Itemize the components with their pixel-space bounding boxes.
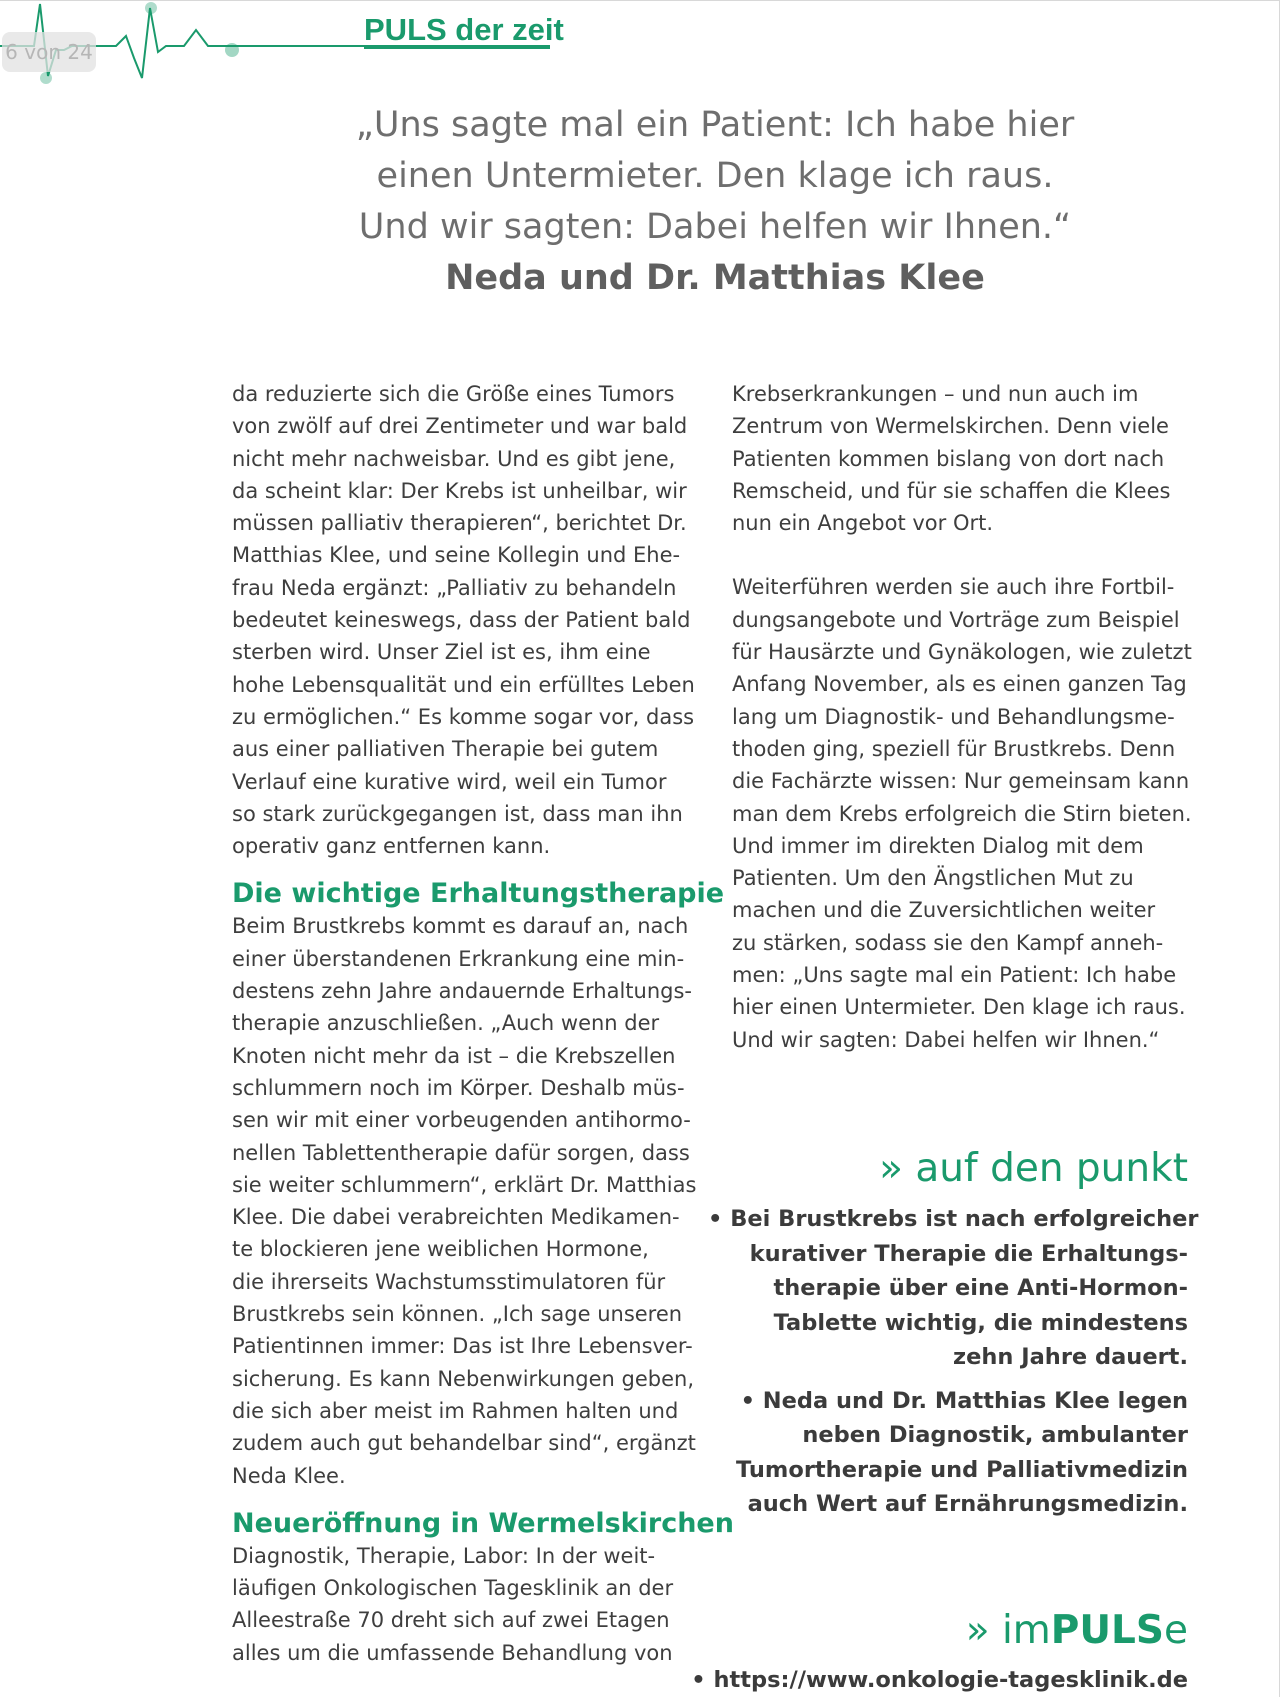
text-line: Remscheid, und für sie schaffen die Klees <box>732 478 1171 503</box>
text-line: nicht mehr nachweisbar. Und es gibt jene, <box>232 446 676 471</box>
text-line: hier einen Untermieter. Den klage ich raus. <box>732 995 1186 1020</box>
pull-quote-line: „Uns sagte mal ein Patient: Ich habe hier <box>355 105 1075 145</box>
bullet-line: neben Diagnostik, ambulanter <box>802 1422 1188 1448</box>
text-line: Patienten kommen bislang von dort nach <box>732 446 1165 471</box>
text-line: müssen palliativ therapieren“, berichtet Dr. <box>232 511 687 536</box>
section-heading-neueroeffnung: Neueröffnung in Wermelskirchen <box>232 1507 734 1539</box>
paragraph-wermelskirchen <box>732 378 1212 539</box>
text-line: von zwölf auf drei Zentimeter und war bald <box>232 414 688 439</box>
text-line: aus einer palliativen Therapie bei gutem <box>232 737 659 762</box>
text-line: zu stärken, sodass sie den Kampf anneh- <box>732 930 1164 955</box>
paragraph-erhaltungstherapie <box>232 910 712 1491</box>
text-line: sen wir mit einer vorbeugenden antihormo- <box>232 1108 691 1133</box>
text-line: Diagnostik, Therapie, Labor: In der weit- <box>232 1543 656 1568</box>
auf-den-punkt-list <box>708 1202 1199 1531</box>
bullet-line: Tumortherapie und Palliativmedizin <box>736 1456 1188 1483</box>
pull-quote-attribution: Neda und Dr. Matthias Klee <box>445 258 985 298</box>
bullet-line: • Bei Brustkrebs ist nach erfolgreicher <box>708 1206 1199 1232</box>
text-line: da scheint klar: Der Krebs ist unheilbar, wir <box>232 478 687 503</box>
paragraph-neueroeffnung <box>232 1540 712 1669</box>
bullet-line: • Neda und Dr. Matthias Klee legen <box>740 1387 1188 1414</box>
pull-quote-line: Und wir sagten: Dabei helfen wir Ihnen.“ <box>358 207 1072 247</box>
text-line: destens zehn Jahre andauernde Erhaltungs- <box>232 979 693 1004</box>
text-line: sie weiter schlummern“, erklärt Dr. Matthias <box>232 1172 697 1197</box>
text-line: hohe Lebensqualität und ein erfülltes Leben <box>232 672 695 697</box>
text-line: dungsangebote und Vorträge zum Beispiel <box>732 607 1180 632</box>
text-line: te blockieren jene weiblichen Hormone, <box>232 1237 649 1262</box>
text-line: thoden ging, speziell für Brustkrebs. Denn <box>732 736 1176 761</box>
text-line: Brustkrebs sein können. „Ich sage unseren <box>232 1302 683 1327</box>
summary-bullet-item <box>708 1202 1199 1375</box>
text-line: nellen Tablettentherapie dafür sorgen, dass <box>232 1140 690 1165</box>
impulse-strong: PULS <box>1050 1608 1164 1653</box>
text-line: die ihrerseits Wachstumsstimulatoren für <box>232 1269 666 1294</box>
left-text-column <box>232 378 734 1669</box>
text-line: Verlauf eine kurative wird, weil ein Tumor <box>232 769 667 794</box>
website-link[interactable]: • https://www.onkologie-tagesklinik.de <box>691 1667 1188 1693</box>
pull-quote-line: einen Untermieter. Den klage ich raus. <box>376 156 1054 196</box>
bullet-line: kurativer Therapie die Erhaltungs- <box>749 1240 1188 1267</box>
text-line: sicherung. Es kann Nebenwirkungen geben, <box>232 1366 695 1391</box>
text-line: bedeutet keineswegs, dass der Patient bald <box>232 608 691 633</box>
text-line: da reduzierte sich die Größe eines Tumors <box>232 382 675 406</box>
bullet-line: zehn Jahre dauert. <box>953 1344 1188 1370</box>
text-line: so stark zurückgegangen ist, dass man ihn <box>232 801 683 826</box>
text-line: Neda Klee. <box>232 1463 346 1488</box>
text-line: nun ein Angebot vor Ort. <box>732 511 994 536</box>
right-text-column <box>732 378 1212 1056</box>
paragraph-spacer <box>732 539 1212 571</box>
text-line: läufigen Onkologischen Tagesklinik an der <box>232 1576 674 1601</box>
text-line: Und wir sagten: Dabei helfen wir Ihnen.“ <box>732 1027 1160 1052</box>
text-line: zudem auch gut behandelbar sind“, ergänzt <box>232 1431 696 1456</box>
page-counter[interactable]: 6 von 24 <box>2 32 96 72</box>
text-line: Und immer im direkten Dialog mit dem <box>732 833 1144 858</box>
text-line: Patienten. Um den Ängstlichen Mut zu <box>732 866 1134 891</box>
text-line: Weiterführen werden sie auch ihre Fortbil- <box>732 575 1175 600</box>
text-line: schlummern noch im Körper. Deshalb müs- <box>232 1075 685 1100</box>
impulse-prefix: » im <box>965 1608 1051 1653</box>
text-line: frau Neda ergänzt: „Palliativ zu behandeln <box>232 575 677 600</box>
text-line: Anfang November, als es einen ganzen Tag <box>732 672 1187 697</box>
text-line: die Fachärzte wissen: Nur gemeinsam kann <box>732 769 1190 794</box>
text-line: einer überstandenen Erkrankung eine min- <box>232 946 685 971</box>
bullet-line: Tablette wichtig, die mindestens <box>773 1309 1188 1336</box>
magazine-section-title: PULS der zeit <box>364 12 564 47</box>
text-line: alles um die umfassende Behandlung von <box>232 1640 673 1665</box>
text-line: Beim Brustkrebs kommt es darauf an, nach <box>232 914 689 939</box>
text-line: die sich aber meist im Rahmen halten und <box>232 1398 679 1423</box>
text-line: Zentrum von Wermelskirchen. Denn viele <box>732 414 1169 439</box>
bullet-line: auch Wert auf Ernährungsmedizin. <box>747 1491 1188 1517</box>
text-line: therapie anzuschließen. „Auch wenn der <box>232 1011 660 1036</box>
paragraph-fortbildung <box>732 571 1212 1055</box>
text-line: zu ermöglichen.“ Es komme sogar vor, dass <box>232 704 695 729</box>
text-line: Matthias Klee, und seine Kollegin und Ehe- <box>232 543 681 568</box>
pull-quote <box>300 100 1130 304</box>
paragraph-intro <box>232 378 712 862</box>
bullet-line: therapie über eine Anti-Hormon- <box>773 1275 1188 1301</box>
text-line: machen und die Zuversichtlichen weiter <box>732 898 1156 923</box>
impulse-suffix: e <box>1164 1608 1188 1653</box>
text-line: Krebserkrankungen – und nun auch im <box>732 382 1139 406</box>
text-line: sterben wird. Unser Ziel ist es, ihm eine <box>232 640 651 665</box>
text-line: man dem Krebs erfolgreich die Stirn bieten. <box>732 801 1192 826</box>
impulse-heading <box>966 1608 1188 1653</box>
text-line: Patientinnen immer: Das ist Ihre Lebensver- <box>232 1334 693 1359</box>
summary-bullet-item <box>708 1384 1188 1522</box>
text-line: Klee. Die dabei verabreichten Medikamen- <box>232 1205 680 1230</box>
text-line: operativ ganz entfernen kann. <box>232 834 551 859</box>
auf-den-punkt-heading: » auf den punkt <box>879 1146 1188 1191</box>
section-heading-erhaltungstherapie: Die wichtige Erhaltungstherapie <box>232 878 725 910</box>
text-line: für Hausärzte und Gynäkologen, wie zuletzt <box>732 640 1192 665</box>
text-line: Alleestraße 70 dreht sich auf zwei Etagen <box>232 1608 670 1633</box>
text-line: men: „Uns sagte mal ein Patient: Ich habe <box>732 963 1177 988</box>
text-line: lang um Diagnostik- und Behandlungsme- <box>732 704 1175 729</box>
text-line: Knoten nicht mehr da ist – die Krebszellen <box>232 1043 676 1068</box>
